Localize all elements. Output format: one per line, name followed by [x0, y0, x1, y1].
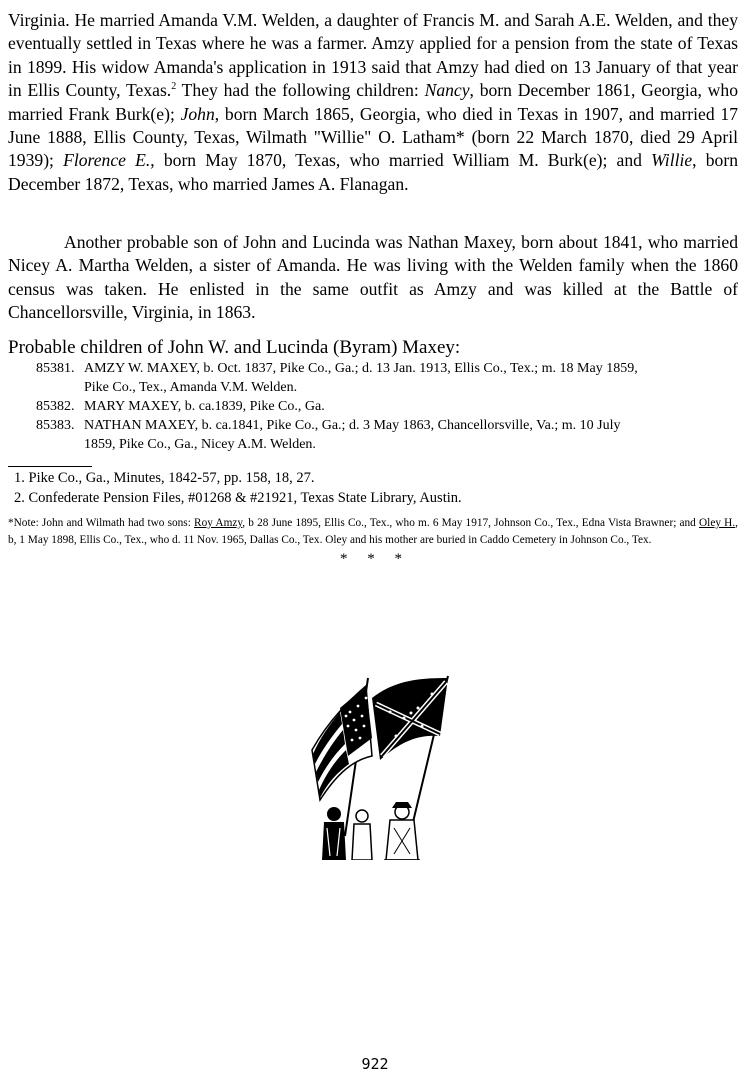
child-entry: 85382. MARY MAXEY, b. ca.1839, Pike Co., Ga. — [36, 399, 325, 414]
author-note: *Note: John and Wilmath had two sons: Roy Amzy, b 28 June 1895, Ellis Co., Tex., who m. 6 May 1917, Johnson Co., Tex., Edna Vista Brawner; and Oley H., b, 1 May 1898, Ellis Co., Tex., who d. 11 Nov. 1965, Dallas Co., Tex. Oley and his mother are buried in Caddo Cemetery in Johnson Co., Tex. — [8, 517, 738, 546]
children-heading: Probable children of John W. and Lucinda (Byram) Maxey: — [8, 337, 461, 358]
section-separator: * * * — [340, 551, 410, 567]
page-number: 922 — [361, 1055, 389, 1073]
footnote-2: 2. Confederate Pension Files, #01268 & #21921, Texas State Library, Austin. — [14, 490, 462, 506]
child-entry: 85383. NATHAN MAXEY, b. ca.1841, Pike Co., Ga.; d. 3 May 1863, Chancellorsville, Va.; m. 10 July 1859, Pike Co., Ga., Nicey A.M. Welden. — [36, 418, 621, 452]
footnote-ref-2: 2 — [171, 81, 177, 93]
paragraph-amzy-family: Virginia. He married Amanda V.M. Welden, a daughter of Francis M. and Sarah A.E. Welden, and they eventually settled in Texas where he was a farmer. Amzy applied for a pension from the state of Texas in 1899. His widow Amanda's application in 1913 said that Amzy had died on 13 January of that year in Ellis County, Texas.$^2$ They had the following children: Nancy, born December 1861, Georgia, who married Frank Burk(e); John, born March 1865, Georgia, who died in Texas in 1907, and married 17 June 1888, Ellis County, Texas, Wilmath "Willie" O. Latham* (born 22 March 1870, died 29 April 1939); Florence E., born May 1870, Texas, who married William M. Burk(e); and Willie, born December 1872, Texas, who married James A. Flanagan. — [8, 10, 738, 194]
footnote-divider — [8, 466, 92, 467]
footnote-1: 1. Pike Co., Ga., Minutes, 1842-57, pp. 158, 18, 27. — [14, 470, 315, 486]
child-entry: 85381. AMZY W. MAXEY, b. Oct. 1837, Pike Co., Ga.; d. 13 Jan. 1913, Ellis Co., Tex.; m. 18 May 1859, Pike Co., Tex., Amanda V.M. Welden. — [36, 361, 638, 395]
civil-war-flags-illustration — [300, 668, 450, 860]
paragraph-nathan-maxey: Another probable son of John and Lucinda was Nathan Maxey, born about 1841, who married Nicey A. Martha Welden, a sister of Amanda. He was living with the Welden family when the 1860 census was taken. He enlisted in the same outfit as Amzy and was killed at the Battle of Chancellorsville, Virginia, in 1863. — [8, 232, 738, 323]
